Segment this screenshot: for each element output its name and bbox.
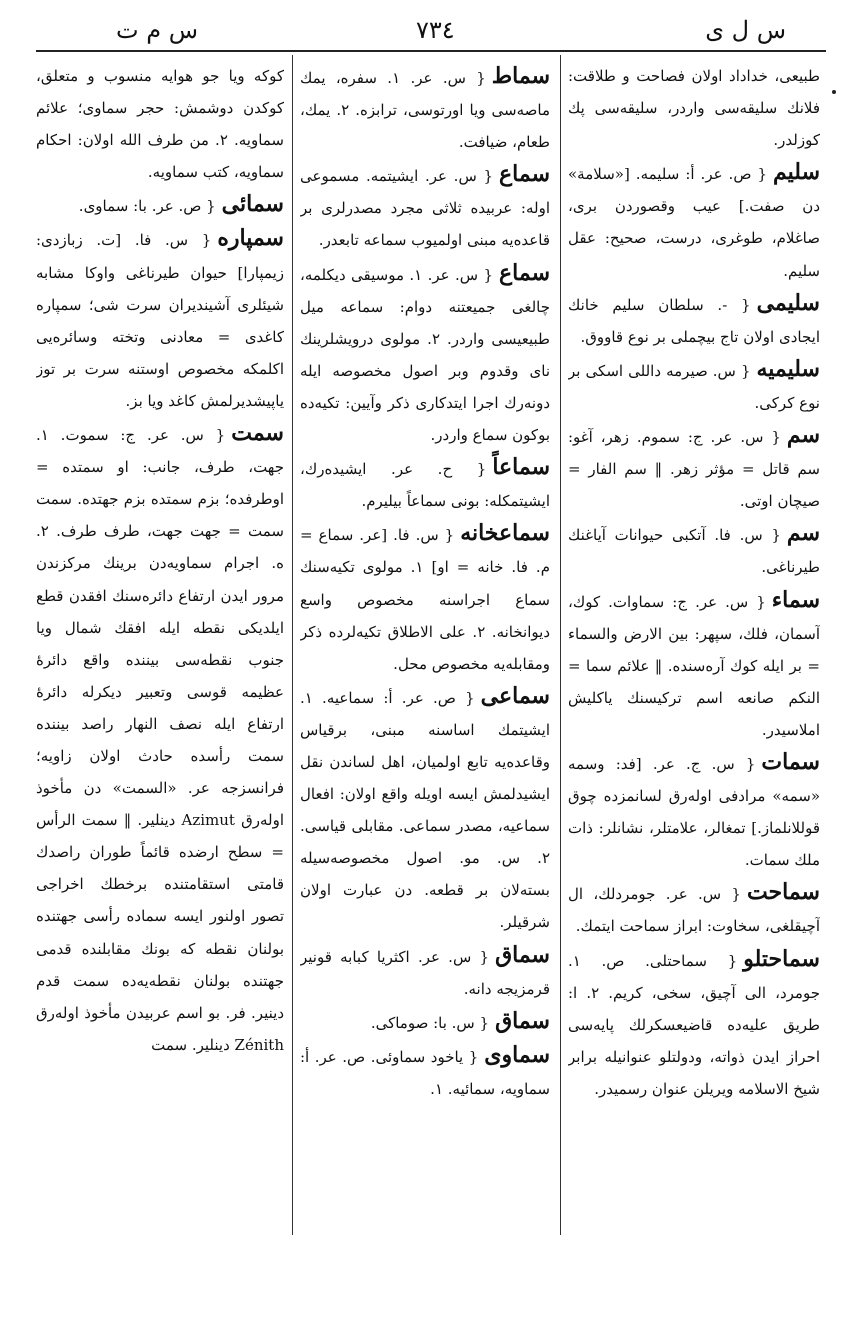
dictionary-entry — [568, 943, 820, 1105]
entry-headword: سمپاره — [217, 225, 284, 252]
page-header — [36, 10, 826, 48]
entry-definition: { ص. عر. با: سماوی. — [78, 197, 216, 216]
entry-headword: سماء — [771, 586, 820, 613]
entry-headword: سماق — [495, 1007, 550, 1034]
dictionary-column-left — [36, 60, 284, 1240]
page-number: ٧٣٤ — [416, 16, 455, 44]
entry-headword: سم — [786, 520, 820, 547]
entry-definition: { س. فا. [عر. سماع = م. فا. خانه = او] ١. مولوی تکیه‌سنك سماع اجراسنه مخصوص واسع دیوانخانه. ٢. علی الاطلاق تکیه‌لرده ذکر ومقابله‌یه مخصوص محل. — [300, 526, 550, 673]
entry-definition: { ص. عر. أ: سلیمه. [«سلامة» دن صفت.] عیب وقصوردن بری، صاغلام، طوغری، درست، صحیح: عقل سلیم. — [568, 165, 820, 280]
header-right-letters: س ل ی — [705, 16, 786, 44]
entry-definition: { س. عر. ج: سموت. ١. جهت، طرف، جانب: او سمتده = اوطرفده؛ بزم سمتده بزم جهتده. سمت سمت = جهت جهت، طرف طرف. ٢. ه. اجرام سماویه‌دن برینك مرکزندن مرور ایدن ارتفاع دائره‌سنك افقدن قطع ایلدیکی نقطه ایله افقك شمال ویا جنوب نقطه‌سی بیننده واقع دائرهٔ عظیمه قوسی وتعبیر دیکرله دائرهٔ ارتفاع ایله نصف النهار راصد بیننده سمت رأسده حادث اولان زاویه؛ فرانسزجه عر. «السمت» دن مأخوذ اولەرق Azimut دینلیر. ‖ سمت الرأس = سطح ارضده قائماً طوران راصدك قامتی استقامتنده برخطك اخراجی تصور اولنور ایسه سماده رأسی جهتنده بولنان نقطه که بونك مقابلنده قدمی جهتنده بولنان نقطه‌یه‌ده سمت قدم دینیر. فر. بو اسم عربیدن مأخوذ اولەرق Zénith دینلیر. سمت — [36, 426, 284, 1054]
dictionary-entry — [300, 257, 550, 452]
entry-definition: { س. عر. ١. موسیقی دیکلمه، چالغی جمیعتنه دوام: سماعه میل طبیعیسی واردر. ٢. مولوی درویشلرینك نای وقدوم وبر اصول مخصوصه ایله دونه‌رك اجرا ایتدکاری ذکر وآیین: تکیه‌ده بوکون سماع واردر. — [300, 265, 550, 445]
dictionary-entry — [300, 680, 550, 939]
entry-headword: سماحت — [746, 879, 820, 906]
entry-headword: سماع — [499, 259, 550, 286]
dictionary-column-right — [568, 60, 820, 1240]
entry-definition: { -. سلطان سلیم خانك ایجادی اولان تاج بیچملی بر نوع قاووق. — [568, 295, 820, 346]
dictionary-entry — [568, 876, 820, 942]
dictionary-entry — [300, 1039, 550, 1105]
column-divider — [560, 55, 561, 1235]
header-left-letters: س م ت — [116, 16, 199, 44]
dictionary-entry — [568, 287, 820, 353]
dictionary-entry — [36, 417, 284, 1061]
entry-headword: سماعی — [480, 682, 550, 709]
dictionary-entry — [300, 939, 550, 1005]
entry-headword: سماحتلو — [743, 945, 820, 972]
dictionary-entry — [568, 746, 820, 876]
entry-headword: سلیمی — [756, 289, 820, 316]
entry-headword: سمات — [761, 748, 820, 775]
dictionary-entry — [568, 156, 820, 286]
entry-definition: { س. عر. اکثریا کبابه قونیر قرمزیجه دانه. — [300, 947, 550, 998]
entry-definition: { ص. عر. أ: سماعیه. ١. ایشیتمك اساسنه مبنی، برقیاس وقاعده‌یه تابع اولمیان، اهل لساندن نقل ایشیدلمش ایسه اویله واقع اولان: افعال سماعیه، مصدر سماعی. مقابلی قیاسی. ٢. س. مو. اصول مخصوصه‌سیله بسته‌لان بر قطعه. دن عبارت اولان شرقیلر. — [300, 688, 550, 932]
margin-dot — [832, 90, 836, 94]
entry-definition: { سماحتلی. ص. ١. جومرد، الی آچیق، سخی، کریم. ٢. ا: طریق علیه‌ده قاضیعسکرلك پایه‌سی احراز ایدن ذواته، ودولتلو عنوانیله برابر شیخ الاسلامه ویریلن عنوان رسمیدر. — [568, 951, 820, 1098]
entry-headword: سمائی — [221, 191, 284, 218]
entry-headword: سماع — [499, 161, 550, 188]
entry-definition: { س. ج. عر. [فد: وسمه «سمه» مرادفی اولەرق لسانمزده چوق قوللانلماز.] تمغالر، علامتلر، نشانلر: ذات ملك سمات. — [568, 754, 820, 870]
entry-definition: { س. فا. [ت. زبازدی: زیمپارا] حیوان طیرناغی واوکا مشابه شیئلری آشینديران سرت شی؛ سمپاره کاغدی = معادنی وتخته وسائره‌یی اکلمکه مخصوص اوستنه سرت بر توز یاپیشدیرلمش کاغد ویا بز. — [36, 231, 284, 410]
dictionary-entry — [36, 60, 284, 188]
dictionary-entry — [300, 517, 550, 679]
entry-headword: سماط — [491, 63, 550, 89]
dictionary-entry — [568, 353, 820, 419]
entry-definition: { س. فا. آتکبی حیوانات آیاغنك طیرناغی. — [568, 526, 820, 577]
entry-headword: سماعخانه — [460, 520, 550, 547]
dictionary-entry — [568, 517, 820, 583]
column-divider — [292, 55, 293, 1235]
entry-headword: سماعاً — [492, 454, 550, 481]
entry-definition: { س. عر. ج: سموم. زهر، آغو: سم قاتل = مؤثر زهر. ‖ سم الفار = صیچان اوتی. — [568, 428, 820, 511]
dictionary-entry — [300, 158, 550, 256]
header-rule — [36, 50, 826, 52]
entry-definition: { س. عر. جومردلك، ال آچیقلغی، سخاوت: ابراز سماحت ایتمك. — [568, 885, 820, 936]
entry-headword: سماوی — [484, 1041, 550, 1068]
entry-headword: سلیمیه — [756, 355, 820, 382]
entry-headword: سمت — [231, 420, 284, 447]
entry-definition: { س. صیرمه داللی اسکی بر نوع کرکی. — [568, 361, 820, 412]
dictionary-entry — [568, 60, 820, 156]
dictionary-entry — [300, 451, 550, 517]
dictionary-entry — [568, 584, 820, 746]
entry-definition: { س. عر. ایشیتمه. مسموعی اوله: عربیده ثلاثی مجرد مصدرلری بر قاعده‌یه مبنی اولمیوب سماعه تابعدر. — [300, 167, 550, 250]
entry-definition: { س. عر. ١. سفره، یمك ماصه‌سی ویا اورتوسی، ترابزه. ٢. یمك، طعام، ضیافت. — [300, 69, 550, 152]
entry-definition: کوکه ویا جو هوایه منسوب و متعلق، کوکدن دوشمش: حجر سماوی؛ علائم سماویه. ٢. من طرف الله اولان: احکام سماویه، کتب سماویه. — [36, 67, 284, 182]
entry-definition: { ح. عر. ایشیده‌رك، ایشیتمکله: بونی سماعاً بیلیرم. — [300, 460, 550, 511]
entry-definition: { یاخود سماوئی. ص. عر. أ: سماویه، سمائیه. ١. — [300, 1047, 550, 1098]
entry-headword: سلیم — [773, 159, 820, 186]
entry-headword: سم — [786, 422, 820, 449]
dictionary-entry — [568, 419, 820, 517]
dictionary-entry — [36, 188, 284, 222]
dictionary-entry — [300, 60, 550, 158]
dictionary-entry — [300, 1005, 550, 1039]
entry-definition: { س. عر. ج: سماوات. کوك، آسمان، فلك، سپهر: بین الارض والسماء = بر ایله کوك آره‌سنده. ‖ علائم سما = النکم صانعه اسم ترکیسنك یاکلیش املاسیدر. — [568, 592, 820, 739]
entry-definition: طبیعی، خداداد اولان فصاحت و طلاقت: فلانك سلیقه‌سی واردر، سلیقه‌سی پك كوزلدر. — [568, 67, 820, 150]
entry-headword: سماق — [495, 941, 550, 968]
dictionary-entry — [36, 222, 284, 417]
dictionary-column-middle — [300, 60, 550, 1240]
entry-definition: { س. با: صوماکی. — [370, 1013, 490, 1032]
